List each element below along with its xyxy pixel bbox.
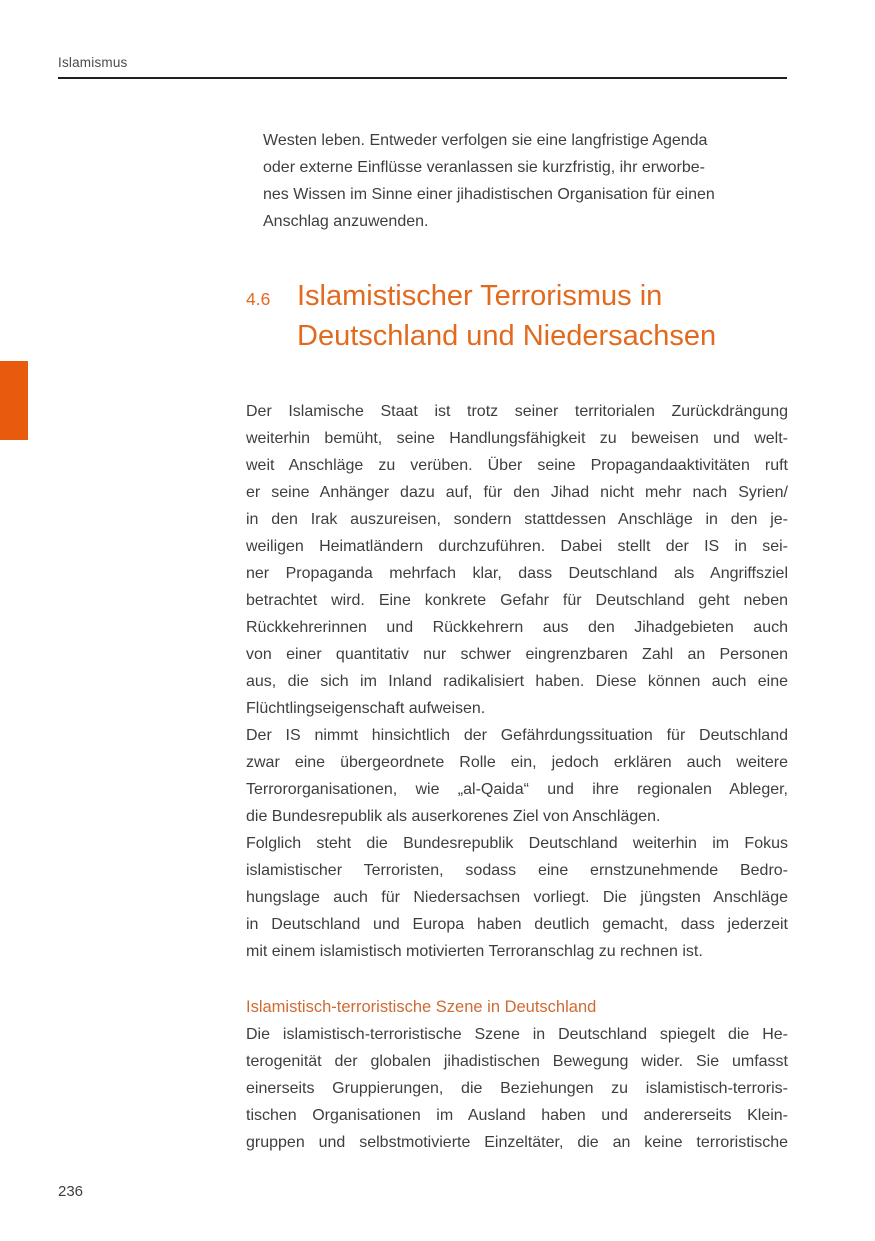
section-title [297,276,788,356]
body-text-column [246,398,788,1156]
text-line: mit einem islamistisch motivierten Terroranschlag zu rechnen ist. [246,943,703,960]
text-line: nes Wissen im Sinne einer jihadistischen Organisation für einen [263,186,715,203]
text-line: Folglich steht die Bundesrepublik Deutschland weiterhin im Fokus [246,835,788,852]
text-line: betrachtet wird. Eine konkrete Gefahr für Deutschland geht neben [246,592,788,609]
intro-paragraph [263,127,788,235]
text-line: Flüchtlingseigenschaft aufweisen. [246,700,486,717]
text-line: tischen Organisationen im Ausland haben und andererseits Klein- [246,1107,788,1124]
text-line: aus, die sich im Inland radikalisiert haben. Diese können auch eine [246,673,788,690]
text-line: in Deutschland und Europa haben deutlich gemacht, dass jederzeit [246,916,788,933]
running-header [58,55,128,70]
text-line: einerseits Gruppierungen, die Beziehungen zu islamistisch-terroris- [246,1080,788,1097]
paragraph-alqaida [246,722,788,830]
text-line: Islamistischer Terrorismus in [297,280,663,312]
text-line: ner Propaganda mehrfach klar, dass Deutschland als Angriffsziel [246,565,788,582]
text-line: terogenität der globalen jihadistischen Bewegung wider. Sie umfasst [246,1053,788,1070]
header-rule [58,77,787,79]
text-line: in den Irak auszureisen, sondern stattdessen Anschläge in den je- [246,511,788,528]
text-line: oder externe Einflüsse veranlassen sie kurzfristig, ihr erworbe- [263,159,705,176]
text-line: hungslage auch für Niedersachsen vorliegt. Die jüngsten Anschläge [246,889,788,906]
text-line: Anschlag anzuwenden. [263,213,429,230]
text-line: er seine Anhänger dazu auf, für den Jihad nicht mehr nach Syrien/ [246,484,788,501]
running-header-label: Islamismus [58,55,128,70]
text-line: weit Anschläge zu verüben. Über seine Propagandaaktivitäten ruft [246,457,788,474]
text-line: Der IS nimmt hinsichtlich der Gefährdungssituation für Deutschland [246,727,788,744]
text-line: Der Islamische Staat ist trotz seiner territorialen Zurückdrängung [246,403,788,420]
text-line: gruppen und selbstmotivierte Einzeltäter, die an keine terroristische [246,1134,788,1151]
text-line: Deutschland und Niedersachsen [297,320,717,352]
text-line: von einer quantitativ nur schwer eingrenzbaren Zahl an Personen [246,646,788,663]
page-number: 236 [58,1183,84,1200]
paragraph-is-threat [246,398,788,722]
paragraph-fokus [246,830,788,965]
text-line: Westen leben. Entweder verfolgen sie eine langfristige Agenda [263,132,708,149]
text-line: Terrororganisationen, wie „al-Qaida“ und ihre regionalen Ableger, [246,781,788,798]
section-heading [246,276,788,356]
text-line: islamistischer Terroristen, sodass eine ernstzunehmende Bedro- [246,862,788,879]
subsection-heading: Islamistisch-terroristische Szene in Deutschland [246,998,597,1016]
text-line: weiligen Heimatländern durchzuführen. Dabei stellt der IS in sei- [246,538,788,555]
text-line: weiterhin bemüht, seine Handlungsfähigkeit zu beweisen und welt- [246,430,788,447]
text-line: die Bundesrepublik als auserkorenes Ziel von Anschlägen. [246,808,661,825]
text-line: zwar eine übergeordnete Rolle ein, jedoch erklären auch weitere [246,754,788,771]
text-line: Die islamistisch-terroristische Szene in Deutschland spiegelt die He- [246,1026,788,1043]
chapter-edge-tab [0,361,28,440]
paragraph-szene [246,1021,788,1156]
text-line: Rückkehrerinnen und Rückkehrern aus den Jihadgebieten auch [246,619,788,636]
section-number: 4.6 [246,289,271,309]
